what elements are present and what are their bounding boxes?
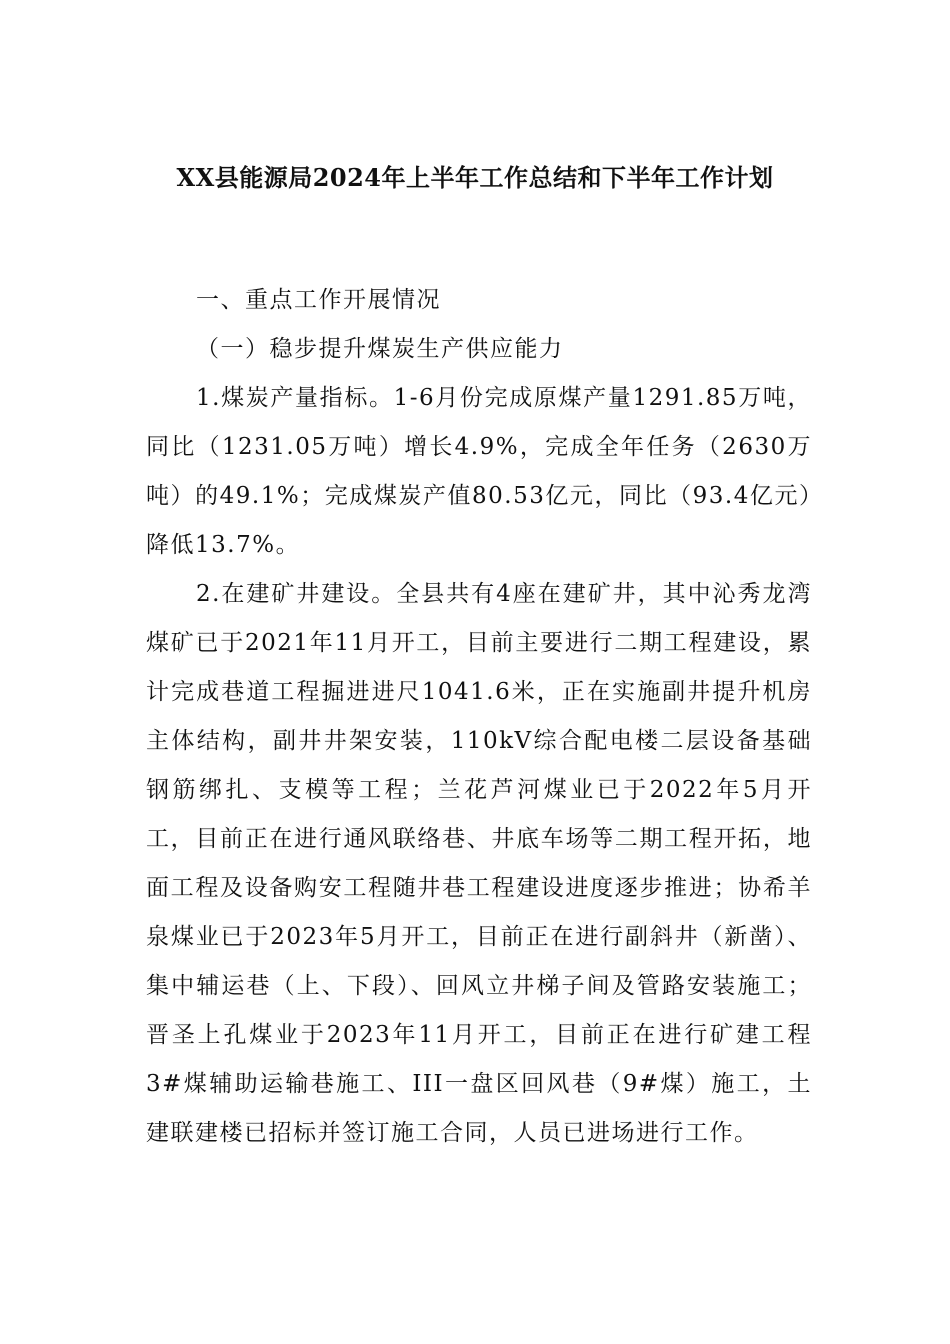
paragraph-mine-construction: 2.在建矿井建设。全县共有4座在建矿井，其中沁秀龙湾煤矿已于2021年11月开工，目前主要进行二期工程建设，累计完成巷道工程掘进进尺1041.6米，正在实施副井提升机房主体结构，副井井架安装，110kV综合配电楼二层设备基础钢筋绑扎、支模等工程；兰花芦河煤业已于2022年5月开工，目前正在进行通风联络巷、井底车场等二期工程开拓，地面工程及设备购安工程随井巷工程建设进度逐步推进；协希羊泉煤业已于2023年5月开工，目前正在进行副斜井（新凿）、集中辅运巷（上、下段）、回风立井梯子间及管路安装施工；晋圣上孔煤业于2023年11月开工，目前正在进行矿建工程3#煤辅助运输巷施工、III一盘区回风巷（9#煤）施工，土建联建楼已招标并签订施工合同，人员已进场进行工作。 xyxy=(146,581,812,1146)
document-title: XX县能源局2024年上半年工作总结和下半年工作计划 xyxy=(176,163,774,192)
subsection-heading: （一）稳步提升煤炭生产供应能力 xyxy=(196,336,564,362)
paragraph-coal-output: 1.煤炭产量指标。1-6月份完成原煤产量1291.85万吨，同比（1231.05万吨）增长4.9%，完成全年任务（2630万吨）的49.1%；完成煤炭产值80.53亿元，同比（93.4亿元）降低13.7%。 xyxy=(146,385,812,558)
document-body xyxy=(146,276,812,1158)
section-heading: 一、重点工作开展情况 xyxy=(196,287,441,313)
